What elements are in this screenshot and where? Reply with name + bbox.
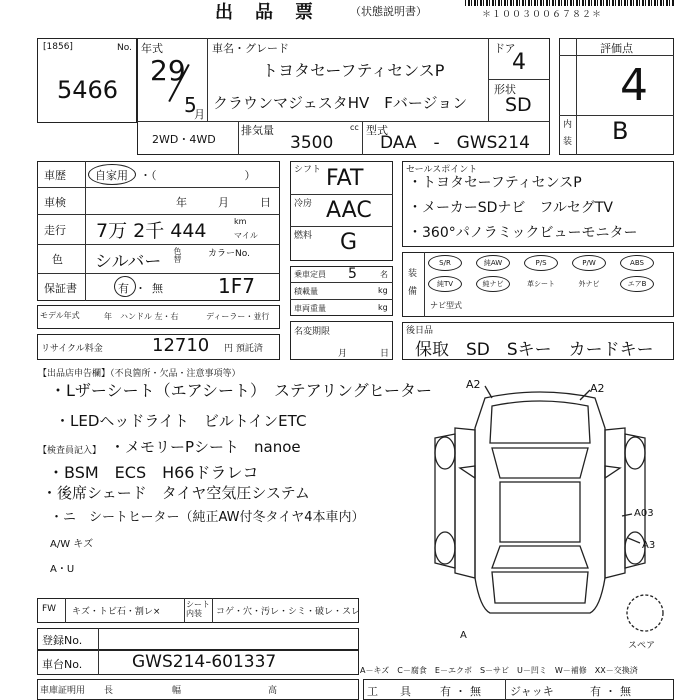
inspection-label: 車検 [44, 196, 66, 209]
equip-ps: P/S [524, 255, 558, 271]
garage-cert-label: 車庫証明用 [40, 686, 86, 696]
seat-interior-options: コゲ・穴・汚レ・シミ・破レ・スレ [216, 607, 361, 617]
ac-label: 冷房 [294, 199, 313, 209]
model-label: 型式 [366, 124, 388, 137]
seat-unit: 名 [380, 270, 388, 279]
door-label: ドア [494, 42, 516, 55]
glass-options: キズ・トビ石・割レ× [72, 607, 161, 617]
displacement-unit: cc [350, 123, 359, 132]
tools-options: 有・無 [440, 685, 485, 698]
name-line1: トヨタセーフティセンスP [262, 61, 445, 80]
equip-sr: S/R [428, 255, 462, 271]
recycle-value: 12710 [152, 335, 210, 356]
note-line-8: A・U [50, 564, 75, 575]
mileage-unit-mile: マイル [234, 231, 258, 240]
jack-label: ジャッキ [510, 685, 554, 698]
year-value: 29 [150, 54, 186, 87]
note-line-6: ・ニ シートヒーター（純正AW付冬タイヤ4本車内） [50, 510, 365, 525]
inspection-year-unit: 年 [176, 196, 187, 209]
model-value: DAA - GWS214 [380, 133, 530, 153]
damage-mark-a: A [460, 630, 467, 641]
post-delivery-value: 保取 SD Sキー カードキー [415, 340, 654, 360]
mileage-value: 7万 2千 444 [96, 220, 207, 242]
color-no-label: カラーNo. [208, 249, 250, 259]
warranty-options: 有・無 [118, 282, 169, 295]
name-line2: クラウンマジェスタHV Fバージョン [213, 94, 468, 112]
seat-label: 乗車定員 [294, 270, 326, 279]
equip-navi: 純ナビ [476, 276, 510, 292]
registration-label: 登録No. [42, 634, 83, 647]
recycle-unit: 円 預託済 [224, 344, 263, 354]
lot-no-label: No. [117, 43, 132, 53]
seat-interior-label: シート内装 [186, 600, 210, 618]
weight-label: 車両重量 [294, 304, 326, 313]
equipment-label-1: 装 [408, 269, 418, 279]
warranty-label: 保証書 [44, 282, 77, 295]
inspection-day-unit: 日 [260, 196, 271, 209]
spare-label: スペア [628, 641, 656, 651]
inspection-month-unit: 月 [218, 196, 229, 209]
model-designation-label: モデル年式 [40, 311, 80, 320]
damage-mark-a2-right: A2 [590, 382, 605, 395]
post-delivery-label: 後日品 [406, 326, 434, 336]
sales-points-label: セールスポイント [406, 165, 478, 175]
note-line-7: A/W キズ [50, 539, 94, 550]
displacement-label: 排気量 [241, 124, 274, 137]
interior-value: B [612, 117, 629, 145]
sales-point-3: ・360°パノラミックビューモニター [408, 225, 638, 241]
equipment-label-2: 備 [408, 287, 418, 297]
sales-point-2: ・メーカーSDナビ フルセグTV [408, 200, 613, 216]
damage-legend: A－キズ C－腐食 E－エクボ S－サビ U－凹ミ W－補修 XX－交換済 [360, 666, 638, 675]
color-label: 色 [52, 253, 63, 266]
mileage-label: 走行 [44, 224, 66, 237]
mileage-unit-km: km [234, 217, 247, 226]
name-label: 車名・グレード [212, 42, 289, 55]
equip-airbag: エアB [620, 276, 654, 292]
page-subtitle: （状態説明書） [350, 5, 427, 18]
page-title: 出 品 票 [215, 2, 315, 23]
month-unit: 月 [194, 108, 205, 121]
car-damage-diagram [400, 368, 680, 638]
shape-label: 形状 [494, 83, 516, 96]
interior-label-1: 内 [563, 120, 573, 130]
interior-label-2: 装 [563, 137, 573, 147]
ac-value: AAC [326, 198, 372, 223]
garage-cert-row [37, 679, 359, 700]
chassis-value: GWS214-601337 [132, 652, 277, 672]
barcode-number: ＊１００３００６７８２＊ [482, 10, 603, 20]
recycle-label: リサイクル料金 [41, 344, 103, 354]
damage-mark-a3: A3 [642, 540, 656, 551]
damage-mark-a2-left: A2 [466, 378, 481, 391]
note-line-1: ・Lザーシート（エアシート） ステアリングヒーター [50, 381, 433, 400]
tools-label: 工 具 [367, 685, 411, 698]
sales-point-1: ・トヨタセーフティセンスP [408, 175, 582, 191]
equip-tv: 純TV [428, 276, 462, 292]
rating-label: 評価点 [600, 42, 633, 55]
load-unit: kg [378, 286, 388, 295]
history-value: 自家用 [95, 169, 128, 182]
drive-label: 2WD・4WD [152, 133, 216, 146]
color-value: シルバー [95, 252, 162, 272]
garage-cert-height: 高 [268, 686, 278, 696]
registration-row [37, 628, 359, 650]
fuel-label: 燃料 [294, 231, 313, 241]
shift-label: シフト [294, 165, 322, 175]
color-no-value: 1F7 [218, 274, 255, 298]
name-change-label: 名変期限 [294, 327, 331, 337]
history-paren: ・（ ） [140, 169, 256, 182]
displacement-value: 3500 [290, 133, 334, 153]
seat-value: 5 [348, 266, 357, 282]
history-label: 車歴 [44, 169, 66, 182]
model-designation-handle: ハンドル 左・右 [120, 312, 179, 321]
rating-value: 4 [620, 60, 648, 111]
glass-label: FW [42, 604, 57, 614]
load-label: 積載量 [294, 287, 318, 296]
equip-aw: 純AW [476, 255, 510, 271]
garage-cert-width: 幅 [172, 686, 182, 696]
note-line-4: ・BSM ECS H66ドラレコ [48, 463, 259, 482]
equip-leather: 革シート [524, 276, 558, 292]
fuel-value: G [340, 230, 358, 255]
equip-ext-navi: 外ナビ [572, 276, 606, 292]
year-label: 年式 [141, 42, 163, 55]
lot-number: 5466 [57, 76, 119, 104]
shift-value: FAT [326, 166, 364, 191]
shape-value: SD [505, 94, 532, 116]
color-change-label: 色替 [173, 247, 182, 263]
garage-cert-length: 長 [104, 686, 114, 696]
barcode [465, 0, 675, 6]
inspector-label: 【検査員記入】 [38, 446, 102, 456]
chassis-label: 車台No. [42, 658, 83, 671]
damage-mark-a03: A03 [634, 508, 654, 519]
equip-pw: P/W [572, 255, 606, 271]
name-change-day: 日 [380, 349, 390, 359]
note-line-5: ・後席シェード タイヤ空気圧システム [42, 484, 310, 502]
month-value: 5 [184, 93, 197, 117]
jack-options: 有・無 [590, 685, 635, 698]
name-change-month: 月 [338, 349, 348, 359]
note-line-2: ・LEDヘッドライト ビルトインETC [55, 412, 307, 430]
note-line-3: ・メモリーPシート nanoe [110, 438, 301, 456]
model-designation-dealer: ディーラー・並行 [206, 312, 270, 321]
notes-label: 【出品店申告欄】（不良箇所・欠品・注意事項等） [38, 369, 241, 379]
equip-abs: ABS [620, 255, 654, 271]
weight-unit: kg [378, 303, 388, 312]
lot-small-code: [1856] [43, 42, 73, 52]
navi-model-label: ナビ型式 [430, 301, 462, 310]
model-designation-year: 年 [104, 312, 112, 321]
door-value: 4 [512, 50, 526, 75]
